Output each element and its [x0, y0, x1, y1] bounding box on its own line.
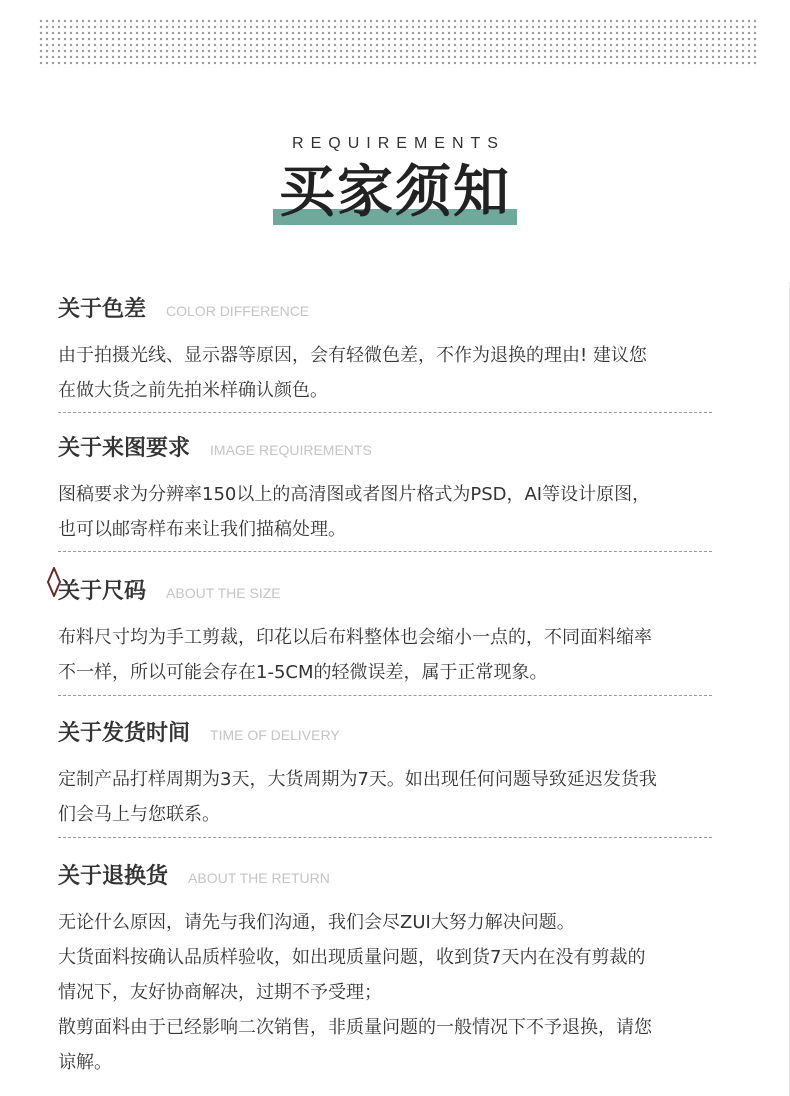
section-title: 关于色差: [58, 297, 147, 322]
body-line: 无论什么原因，请先与我们沟通，我们会尽ZUI大努力解决问题。: [58, 912, 575, 933]
section-en-title: IMAGE REQUIREMENTS: [210, 442, 372, 458]
section-body: [58, 905, 718, 1080]
body-line: 布料尺寸均为手工剪裁，印花以后布料整体也会缩小一点的，不同面料缩率: [58, 627, 652, 648]
body-line: 由于拍摄光线、显示器等原因，会有轻微色差，不作为退换的理由! 建议您: [58, 345, 647, 366]
section-body: [58, 477, 718, 547]
body-line: 也可以邮寄样布来让我们描稿处理。: [58, 519, 346, 540]
body-line: 不一样，所以可能会存在1-5CM的轻微误差，属于正常现象。: [58, 662, 548, 683]
section-return: [58, 859, 718, 1080]
body-line: 情况下，友好协商解决，过期不予受理；: [58, 982, 382, 1003]
body-line: 图稿要求为分辨率150以上的高清图或者图片格式为PSD，AI等设计原图，: [58, 484, 651, 505]
body-line: 谅解。: [58, 1052, 112, 1073]
section-en-title: TIME OF DELIVERY: [210, 727, 340, 743]
divider: [58, 695, 712, 696]
section-title: 关于尺码: [58, 579, 147, 604]
body-line: 定制产品打样周期为3天，大货周期为7天。如出现任何问题导致延迟发货我: [58, 769, 657, 790]
page-header: [0, 135, 790, 227]
body-line: 们会马上与您联系。: [58, 804, 220, 825]
section-title: 关于来图要求: [58, 436, 191, 461]
section-en-title: ABOUT THE RETURN: [188, 870, 330, 886]
section-title: 关于退换货: [58, 864, 169, 889]
page-title: 买家须知: [279, 160, 511, 225]
section-en-title: ABOUT THE SIZE: [166, 585, 281, 601]
dotted-pattern: [38, 18, 758, 68]
body-line: 散剪面料由于已经影响二次销售，非质量问题的一般情况下不予退换，请您: [58, 1017, 652, 1038]
page-title-wrap: [279, 159, 511, 227]
body-line: 大货面料按确认品质样验收，如出现质量问题，收到货7天内在没有剪裁的: [58, 947, 646, 968]
section-body: [58, 620, 718, 690]
section-size: [58, 574, 718, 690]
section-delivery: [58, 716, 718, 832]
divider: [58, 412, 712, 413]
divider: [58, 837, 712, 838]
divider: [58, 551, 712, 552]
section-image-requirements: [58, 431, 718, 547]
section-title: 关于发货时间: [58, 721, 191, 746]
body-line: 在做大货之前先拍米样确认颜色。: [58, 380, 328, 401]
section-en-title: COLOR DIFFERENCE: [166, 303, 310, 319]
section-body: [58, 338, 718, 408]
page-subtitle: REQUIREMENTS: [292, 135, 505, 152]
section-body: [58, 762, 718, 832]
section-color-difference: [58, 292, 718, 408]
